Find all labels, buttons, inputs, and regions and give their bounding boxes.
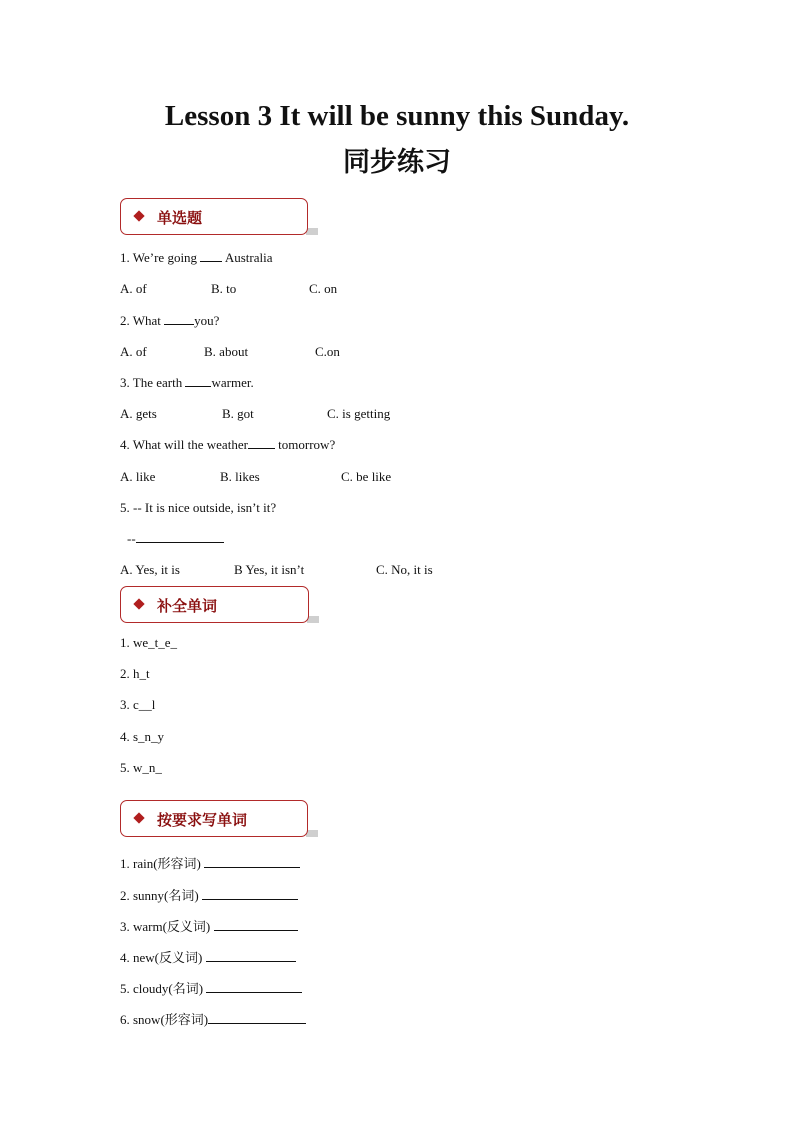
question-text: 1. We’re going bbox=[120, 250, 201, 265]
write-item bbox=[120, 947, 296, 966]
option-a: A. of bbox=[120, 344, 147, 359]
write-item bbox=[120, 916, 298, 935]
write-item-text: 5. cloudy(名词) bbox=[120, 981, 207, 996]
option-b: B. got bbox=[222, 406, 254, 421]
section-title: 补全单词 bbox=[157, 597, 218, 615]
blank bbox=[202, 888, 298, 900]
blank bbox=[200, 250, 222, 262]
option-b: B. likes bbox=[220, 469, 260, 484]
option-c: C. No, it is bbox=[376, 562, 433, 577]
blank bbox=[214, 919, 298, 931]
question-3 bbox=[120, 375, 254, 391]
fill-item: 1. we_t_e_ bbox=[120, 635, 178, 650]
question-text: warmer. bbox=[211, 375, 254, 390]
question-text: 4. What will the weather bbox=[120, 437, 248, 452]
write-item-text: 4. new(反义词) bbox=[120, 950, 206, 965]
option-b: B. about bbox=[204, 344, 249, 359]
write-item-text: 2. sunny(名词) bbox=[120, 888, 202, 903]
option-b: B. to bbox=[211, 281, 237, 296]
option-c: C. is getting bbox=[327, 406, 391, 421]
diamond-icon bbox=[133, 210, 144, 221]
option-a: A. gets bbox=[120, 406, 157, 421]
write-item bbox=[120, 978, 302, 997]
fill-item: 2. h_t bbox=[120, 666, 150, 681]
blank bbox=[185, 375, 211, 387]
page-subtitle: 同步练习 bbox=[343, 147, 451, 178]
section-title: 按要求写单词 bbox=[157, 811, 248, 829]
option-b: B Yes, it isn’t bbox=[234, 562, 305, 577]
diamond-icon bbox=[133, 812, 144, 823]
blank bbox=[206, 950, 296, 962]
section-title: 单选题 bbox=[157, 209, 203, 227]
section-header-single-choice bbox=[120, 198, 308, 235]
option-a: A. Yes, it is bbox=[120, 562, 180, 577]
question-5: 5. -- It is nice outside, isn’t it? bbox=[120, 500, 277, 515]
write-item-text: 6. snow(形容词) bbox=[120, 1012, 209, 1027]
question-text: 2. What bbox=[120, 313, 165, 328]
option-c: C. be like bbox=[341, 469, 392, 484]
option-a: A. of bbox=[120, 281, 147, 296]
question-text: you? bbox=[194, 313, 220, 328]
write-item bbox=[120, 1009, 306, 1028]
blank bbox=[206, 981, 302, 993]
blank bbox=[164, 313, 194, 325]
option-c: C. on bbox=[309, 281, 338, 296]
option-c: C.on bbox=[315, 344, 340, 359]
fill-item: 5. w_n_ bbox=[120, 760, 162, 775]
fill-item: 4. s_n_y bbox=[120, 729, 165, 744]
blank bbox=[136, 531, 224, 543]
answer-line bbox=[127, 531, 224, 547]
diamond-icon bbox=[133, 598, 144, 609]
write-item bbox=[120, 885, 298, 904]
question-text: tomorrow? bbox=[274, 437, 336, 452]
reply-dash: -- bbox=[127, 531, 136, 546]
option-a: A. like bbox=[120, 469, 156, 484]
blank bbox=[208, 1012, 306, 1024]
blank bbox=[204, 856, 300, 868]
page-title: Lesson 3 It will be sunny this Sunday. bbox=[164, 100, 630, 132]
section-header-write-words bbox=[120, 800, 308, 837]
write-item bbox=[120, 853, 300, 872]
write-item-text: 3. warm(反义词) bbox=[120, 919, 214, 934]
question-1 bbox=[120, 250, 273, 266]
question-text: 3. The earth bbox=[120, 375, 186, 390]
fill-item: 3. c__l bbox=[120, 697, 156, 712]
write-item-text: 1. rain(形容词) bbox=[120, 856, 205, 871]
question-4 bbox=[120, 437, 335, 453]
section-header-fill-words bbox=[120, 586, 309, 623]
question-text: Australia bbox=[222, 250, 273, 265]
blank bbox=[248, 437, 275, 449]
question-2 bbox=[120, 313, 219, 329]
